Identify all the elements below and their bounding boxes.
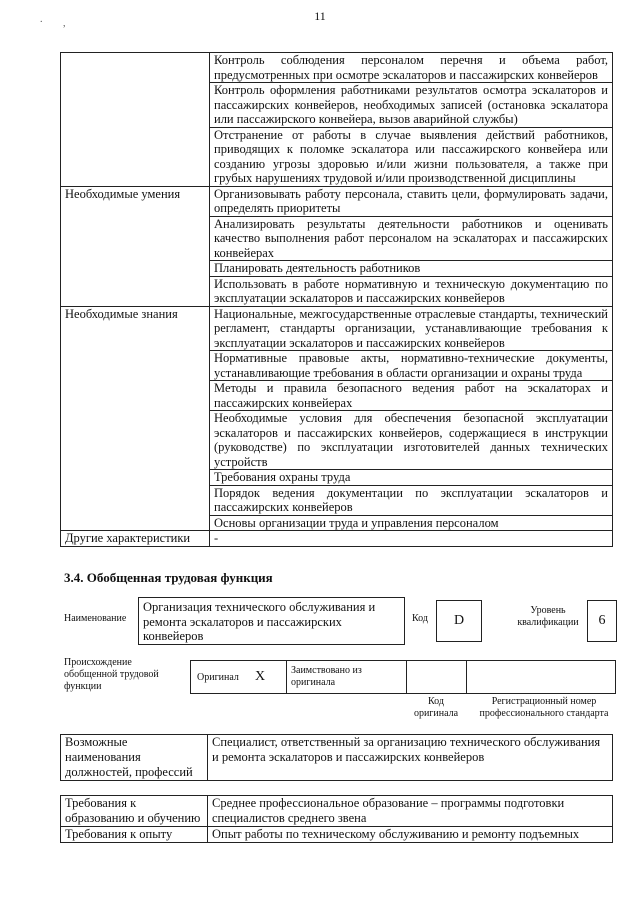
requirement-cell: Контроль оформления работниками результатов осмотра эскалаторов и пассажирских конвейеров, необходимых записей (остановка эскалатора или пассажирского конвейера, вызов аварийной службы) — [210, 83, 613, 128]
section-title: 3.4. Обобщенная трудовая функция — [64, 570, 273, 585]
function-code-value: D — [436, 600, 482, 642]
page-number: 11 — [314, 9, 326, 23]
table-row — [61, 306, 613, 351]
original-cell — [190, 660, 286, 694]
requirement-cell: Методы и правила безопасного ведения работ на эскалаторах и пассажирских конвейерах — [210, 381, 613, 411]
table-row — [61, 735, 613, 781]
positions-label: Возможные наименования должностей, профессий — [61, 735, 208, 781]
requirement-cell: Отстранение от работы в случае выявления действий работников, приводящих к поломке эскалатора или пассажирского конвейера или созданию угрозы здоровью и/или жизни пользователя, а также при грубых нарушениях трудовой и/или производственной дисциплины — [210, 127, 613, 186]
borrowed-label: Заимствовано из оригинала — [291, 665, 362, 688]
origin-label: Происхождение обобщенной трудовой функции — [64, 657, 159, 692]
requirement-label: Требования к образованию и обучению — [61, 796, 208, 827]
requirement-cell: Планировать деятельность работников — [210, 261, 613, 277]
requirement-cell: Контроль соблюдения персоналом перечня и объема работ, предусмотренных при осмотре эскалаторов и пассажирских конвейеров — [210, 53, 613, 83]
code-caption: Код оригинала — [413, 696, 459, 719]
original-code-cell — [406, 660, 466, 694]
table-row — [61, 796, 613, 827]
requirement-value: Опыт работы по техническому обслуживанию и ремонту подъемных — [208, 827, 613, 843]
table-row — [61, 53, 613, 83]
scan-mark: . — [40, 14, 43, 25]
row-label — [61, 53, 210, 187]
requirement-cell: Необходимые условия для обеспечения безопасной эксплуатации эскалаторов и пассажирских конвейеров, содержащиеся в инструкции (руководстве) по эксплуатации изготовителей данных технических устройств — [210, 411, 613, 470]
original-label: Оригинал — [197, 672, 239, 683]
qualification-level-value: 6 — [587, 600, 617, 642]
requirement-cell: - — [210, 531, 613, 547]
positions-table — [60, 734, 613, 781]
row-label: Необходимые умения — [61, 186, 210, 306]
name-label: Наименование — [64, 613, 127, 624]
origin-block — [60, 655, 620, 720]
table-row — [61, 827, 613, 843]
requirement-value: Среднее профессиональное образование – программы подготовки специалистов среднего звена — [208, 796, 613, 827]
registration-number-cell — [466, 660, 616, 694]
requirement-cell: Организовывать работу персонала, ставить цели, формулировать задачи, определять приоритеты — [210, 186, 613, 216]
row-label: Необходимые знания — [61, 306, 210, 531]
requirement-cell: Анализировать результаты деятельности работников и оценивать качество выполнения работ персоналом на эскалаторах и пассажирских конвейерах — [210, 216, 613, 261]
level-label: Уровень квалификации — [517, 605, 579, 628]
requirement-cell: Требования охраны труда — [210, 470, 613, 486]
table-row — [61, 531, 613, 547]
registration-caption: Регистрационный номер профессионального стандарта — [479, 696, 609, 719]
row-label: Другие характеристики — [61, 531, 210, 547]
requirement-label: Требования к опыту — [61, 827, 208, 843]
borrowed-cell — [286, 660, 406, 694]
requirement-cell: Национальные, межгосударственные отраслевые стандарты, технический регламент, стандарты организации, устанавливающие требования к эксплуатации эскалаторов и пассажирских конвейеров — [210, 306, 613, 351]
code-label: Код — [412, 613, 428, 624]
scan-mark: , — [63, 18, 66, 29]
requirements-table — [60, 795, 613, 843]
competency-table — [60, 52, 613, 547]
original-mark: X — [255, 669, 266, 684]
requirement-cell: Основы организации труда и управления персоналом — [210, 515, 613, 531]
table-row — [61, 186, 613, 216]
positions-value: Специалист, ответственный за организацию технического обслуживания и ремонта эскалаторов и пассажирских конвейеров — [208, 735, 613, 781]
requirement-cell: Нормативные правовые акты, нормативно-технические документы, устанавливающие требования в области организации и охраны труда — [210, 351, 613, 381]
function-header — [60, 597, 620, 647]
function-name-value: Организация технического обслуживания и ремонта эскалаторов и пассажирских конвейеров — [138, 597, 405, 645]
requirement-cell: Использовать в работе нормативную и техническую документацию по эксплуатации эскалаторов и пассажирских конвейеров — [210, 276, 613, 306]
requirement-cell: Порядок ведения документации по эксплуатации эскалаторов и пассажирских конвейеров — [210, 485, 613, 515]
